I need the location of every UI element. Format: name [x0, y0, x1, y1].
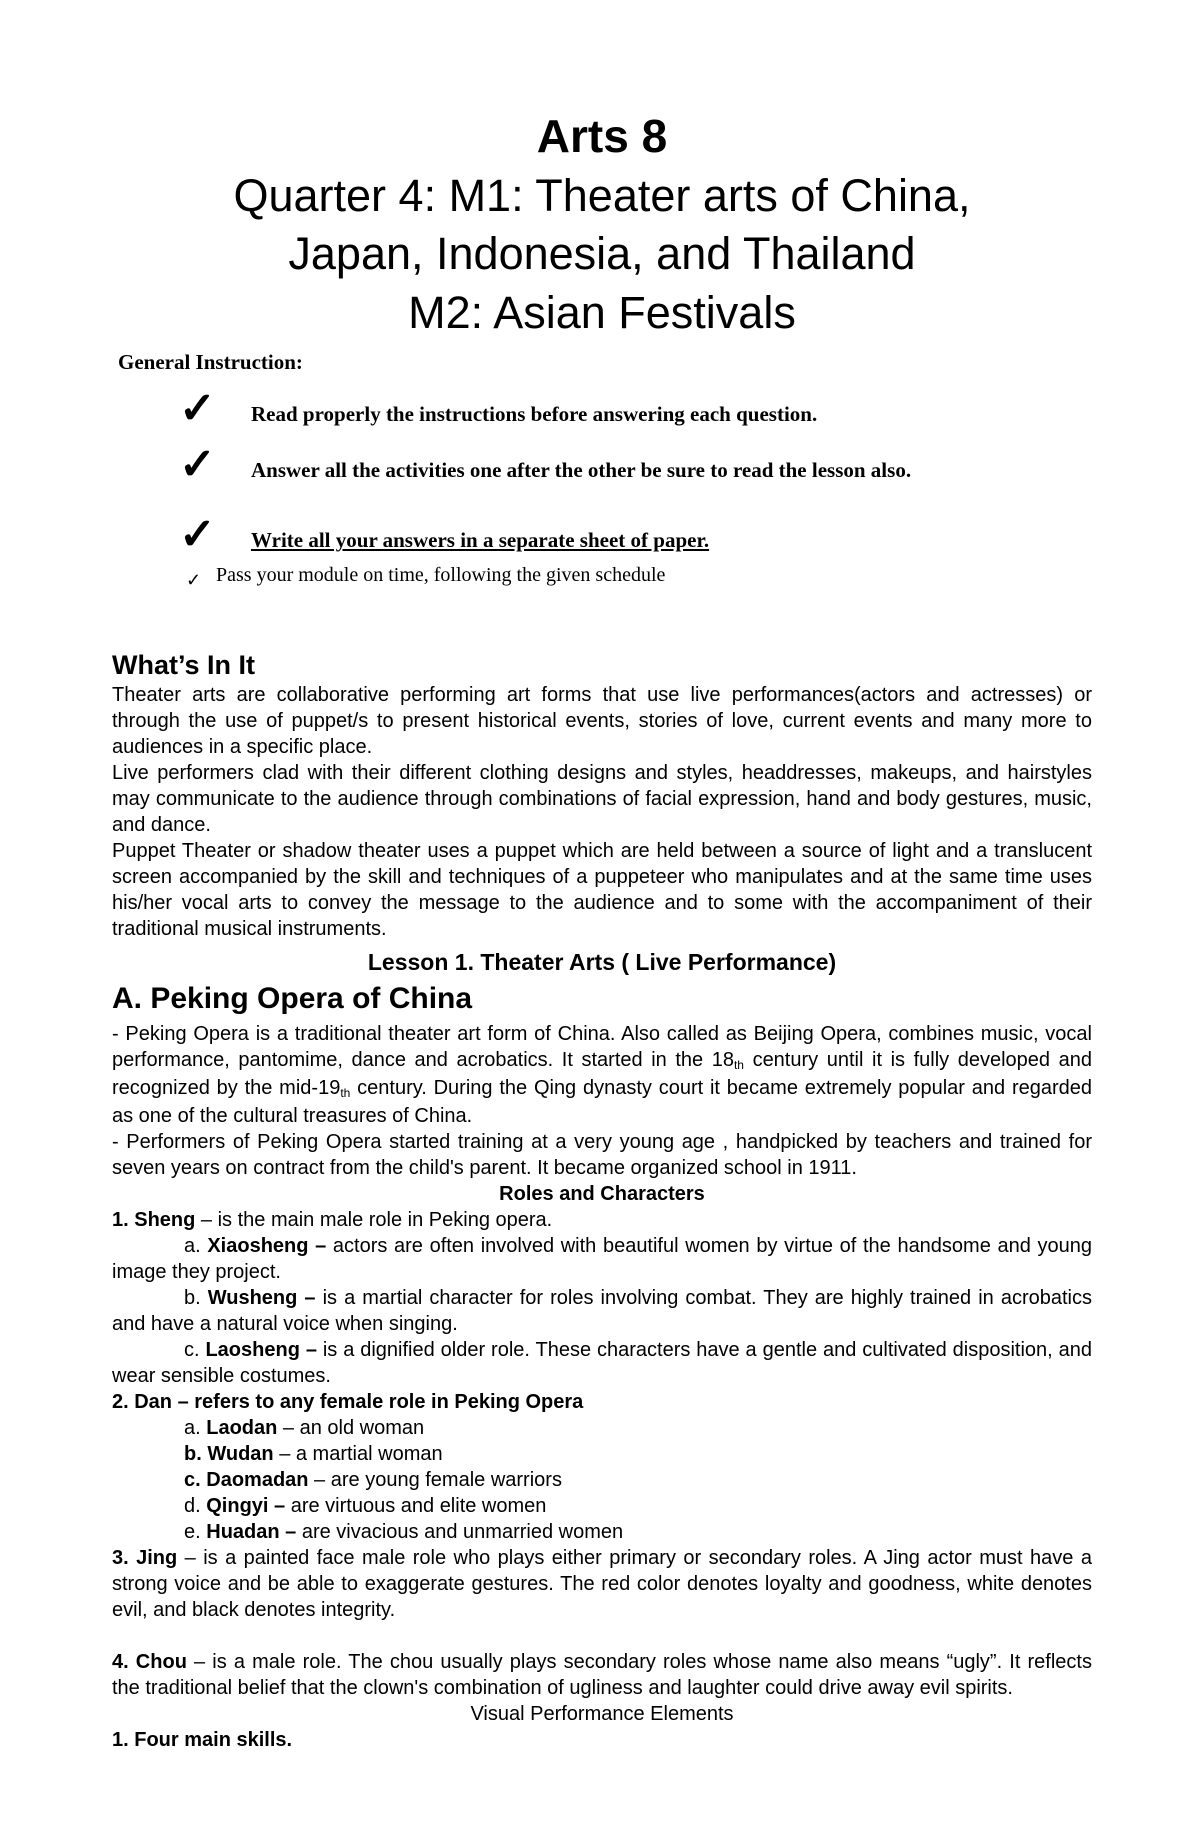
subrole-prefix: d.: [184, 1494, 207, 1517]
role-name: 4. Chou: [112, 1650, 187, 1673]
superscript: th: [340, 1085, 351, 1100]
subrole: [112, 1233, 1092, 1285]
subrole-name: Huadan –: [206, 1520, 297, 1543]
subrole-name: Daomadan: [206, 1468, 309, 1491]
subrole-name: Laosheng –: [205, 1338, 317, 1361]
roles-heading: Roles and Characters: [499, 1182, 705, 1205]
role-jing: [112, 1545, 1092, 1623]
checkmark-icon: ✓: [179, 510, 216, 560]
paragraph: [112, 1021, 1092, 1129]
subrole-prefix: a.: [184, 1416, 207, 1439]
four-skills-heading: 1. Four main skills.: [112, 1728, 293, 1751]
subrole-text: are virtuous and elite women: [285, 1494, 547, 1517]
paragraph: Puppet Theater or shadow theater uses a puppet which are held between a source of light and a translucent screen accompanied by the skill and techniques of a puppeteer who manipulates and at the same time uses his/her vocal arts to convey the message to the audience and to some with the accompaniment of their traditional musical instruments.: [112, 839, 1092, 940]
subtitle-line: Quarter 4: M1: Theater arts of China,: [233, 169, 971, 221]
instruction-item: [179, 487, 1092, 560]
subrole-text: is a martial character for roles involving combat. They are highly trained in acrobatics and have a natural voice when singing.: [112, 1286, 1092, 1335]
subrole-text: – an old woman: [277, 1416, 425, 1439]
section-a-heading: A. Peking Opera of China: [112, 981, 473, 1015]
role-name: 1. Sheng: [112, 1208, 196, 1231]
page-title: Arts 8: [536, 110, 668, 162]
subrole-text: are vivacious and unmarried women: [296, 1520, 624, 1543]
role-text: – is the main male role in Peking opera.: [195, 1208, 553, 1231]
subrole: [112, 1285, 1092, 1337]
subrole-prefix: a.: [184, 1234, 208, 1257]
instruction-text: Answer all the activities one after the other be sure to read the lesson also.: [251, 458, 912, 483]
instruction-item: [179, 431, 1092, 490]
instruction-text: Pass your module on time, following the given schedule: [216, 564, 666, 587]
subrole: [112, 1493, 1092, 1519]
role-chou: [112, 1649, 1092, 1701]
subrole: [112, 1467, 1092, 1493]
visual-elements-heading: Visual Performance Elements: [470, 1702, 734, 1725]
page-subtitle: [112, 167, 1092, 343]
subrole: [112, 1519, 1092, 1545]
subrole-prefix: b.: [184, 1442, 208, 1465]
subrole: [112, 1337, 1092, 1389]
subrole-name: Laodan: [206, 1416, 278, 1439]
paragraph: Theater arts are collaborative performing art forms that use live performances(actors and actresses) or through the use of puppet/s to present historical events, stories of love, current events and many more to audiences in a specific place.: [112, 683, 1092, 758]
document-page: [112, 110, 1092, 1753]
instruction-list: [112, 375, 1092, 591]
subrole-text: actors are often involved with beautiful women by virtue of the handsome and young image they project.: [112, 1234, 1092, 1283]
checkmark-icon: ✓: [186, 570, 202, 591]
instruction-text: Read properly the instructions before answering each question.: [251, 402, 818, 427]
checkmark-icon: ✓: [179, 440, 216, 490]
role-dan: 2. Dan – refers to any female role in Peking Opera: [112, 1390, 584, 1413]
lesson-heading: Lesson 1. Theater Arts ( Live Performance): [367, 948, 837, 975]
subrole-prefix: e.: [184, 1520, 207, 1543]
superscript: th: [733, 1057, 744, 1072]
subtitle-line: Japan, Indonesia, and Thailand: [288, 228, 916, 280]
subrole-prefix: c.: [184, 1338, 206, 1361]
general-instruction-heading: General Instruction:: [118, 350, 303, 375]
subrole-prefix: c.: [184, 1468, 207, 1491]
subrole: [112, 1415, 1092, 1441]
checkmark-icon: ✓: [179, 384, 216, 434]
subrole-prefix: b.: [184, 1286, 208, 1309]
subrole-name: Xiaosheng –: [207, 1234, 327, 1257]
spacer: [112, 1623, 1092, 1649]
paragraph: - Performers of Peking Opera started training at a very young age , handpicked by teachers and trained for seven years on contract from the child's parent. It became organized school in 1911.: [112, 1130, 1092, 1179]
subrole-text: – a martial woman: [273, 1442, 443, 1465]
instruction-item: [186, 557, 1092, 591]
subrole-name: Wusheng –: [207, 1286, 316, 1309]
subrole-text: – are young female warriors: [308, 1468, 562, 1491]
role-sheng: [112, 1207, 1092, 1233]
subrole-name: Qingyi –: [206, 1494, 286, 1517]
subrole-text: is a dignified older role. These characters have a gentle and cultivated disposition, and wear sensible costumes.: [112, 1338, 1092, 1387]
role-name: 3. Jing: [112, 1546, 178, 1569]
subrole: [112, 1441, 1092, 1467]
instruction-text: Write all your answers in a separate sheet of paper.: [251, 528, 710, 553]
text-run: century. During the Qing dynasty court it became extremely popular and regarded as one of the cultural treasures of China.: [112, 1076, 1092, 1127]
subtitle-line: M2: Asian Festivals: [408, 286, 796, 338]
text-run: century until it is fully developed and recognized by the mid-19: [112, 1048, 1092, 1099]
subrole-name: Wudan: [207, 1442, 274, 1465]
paragraph: Live performers clad with their different clothing designs and styles, headdresses, makeups, and hairstyles may communicate to the audience through combinations of facial expression, hand and body gestures, music, and dance.: [112, 761, 1092, 836]
role-text: – is a painted face male role who plays either primary or secondary roles. A Jing actor must have a strong voice and be able to exaggerate gestures. The red color denotes loyalty and goodness, white denotes evil, and black denotes integrity.: [112, 1546, 1092, 1621]
text-run: - Peking Opera is a traditional theater art form of China. Also called as Beijing Opera, combines music, vocal performance, pantomime, dance and acrobatics. It started in the 18: [112, 1022, 1092, 1071]
instruction-item: [179, 375, 1092, 434]
whats-in-it-heading: What’s In It: [112, 650, 255, 681]
role-text: – is a male role. The chou usually plays secondary roles whose name also means “ugly”. It reflects the traditional belief that the clown's combination of ugliness and laughter could drive away evil spirits.: [112, 1650, 1092, 1699]
